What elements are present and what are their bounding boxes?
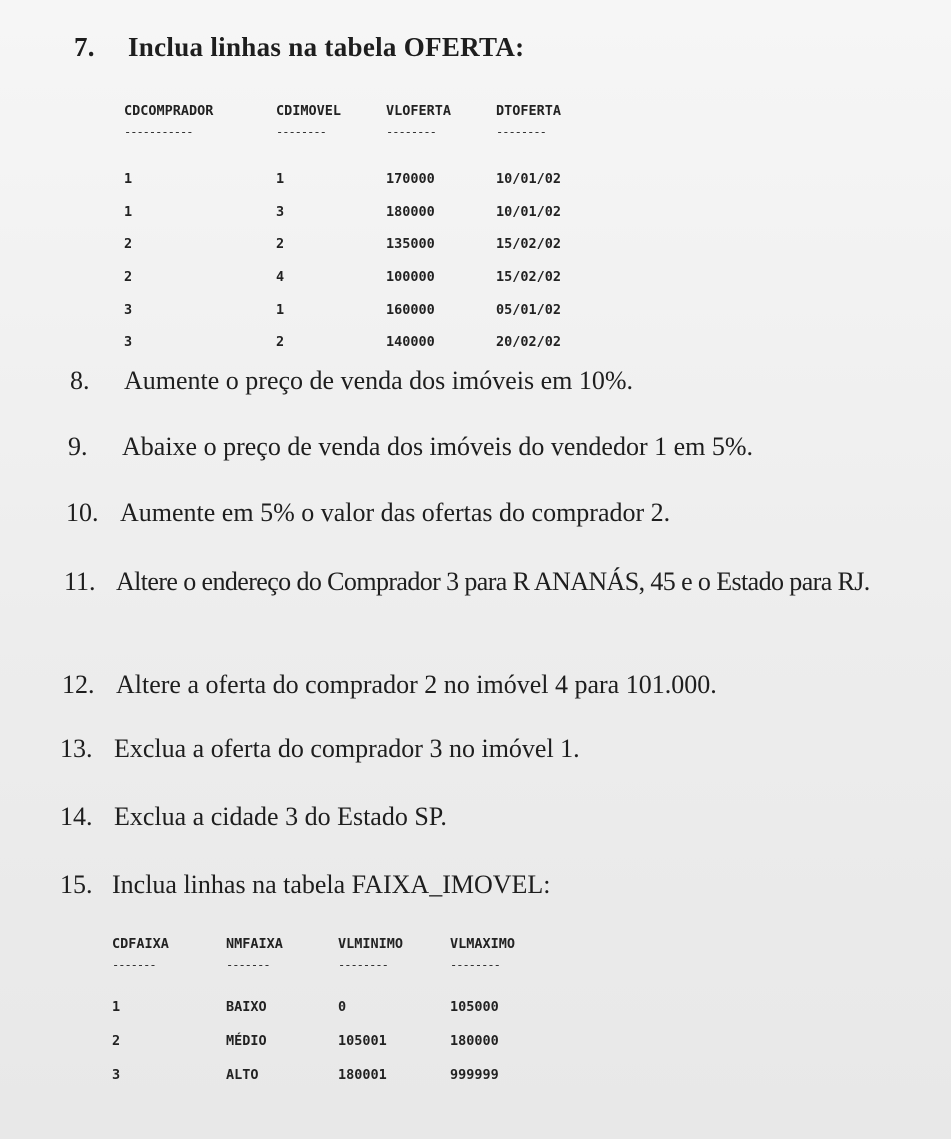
- table-cell: 135000: [386, 236, 435, 253]
- table-cell: 0: [338, 999, 347, 1015]
- column-header: VLMINIMO --------: [338, 936, 404, 972]
- exercise-text: Abaixe o preço de venda dos imóveis do vendedor 1 em 5%.: [122, 432, 754, 461]
- exercise-7: [74, 32, 524, 63]
- exercise-text: Aumente em 5% o valor das ofertas do comprador 2.: [120, 498, 671, 527]
- table-cell: 3: [276, 203, 285, 220]
- table-cell: 20/02/02: [496, 334, 562, 351]
- table-cell: 1: [112, 999, 121, 1015]
- exercise-15: [60, 870, 551, 900]
- exercise-number: 10.: [66, 498, 99, 527]
- exercise-number: 12.: [62, 670, 95, 699]
- table-cell: 1: [124, 203, 133, 220]
- faixa-imovel-table: [112, 936, 540, 1092]
- table-row: [124, 293, 586, 326]
- table-cell: 105001: [338, 1033, 387, 1049]
- exercise-9: [68, 432, 753, 462]
- table-cell: 3: [112, 1067, 121, 1083]
- table-header-row: [124, 103, 586, 143]
- exercise-number: 11.: [64, 567, 96, 596]
- table-row: [124, 143, 586, 196]
- exercise-11: [64, 560, 924, 604]
- exercise-12: [62, 670, 717, 700]
- exercise-text: Aumente o preço de venda dos imóveis em 10%.: [124, 366, 634, 395]
- table-cell: 100000: [386, 269, 435, 286]
- table-cell: 2: [276, 334, 285, 351]
- exercise-text: Altere a oferta do comprador 2 no imóvel 4 para 101.000.: [116, 670, 717, 699]
- exercise-number: 14.: [60, 802, 93, 831]
- table-row: [112, 976, 540, 1024]
- table-cell: 15/02/02: [496, 269, 562, 286]
- table-header-row: [112, 936, 540, 976]
- table-cell: 1: [276, 301, 285, 318]
- column-header: CDCOMPRADOR -----------: [124, 103, 214, 139]
- table-row: [124, 228, 586, 261]
- column-header: CDIMOVEL --------: [276, 103, 342, 139]
- table-row: [112, 1024, 540, 1058]
- table-row: [124, 196, 586, 229]
- exercise-14: [60, 802, 447, 832]
- table-cell: 15/02/02: [496, 236, 562, 253]
- table-cell: 999999: [450, 1067, 499, 1083]
- table-cell: 180001: [338, 1067, 387, 1083]
- table-cell: 1: [276, 171, 285, 188]
- table-cell: 180000: [450, 1033, 499, 1049]
- exercise-text: Altere o endereço do Comprador 3 para R ANANÁS, 45 e o Estado para RJ.: [116, 567, 870, 596]
- table-cell: 05/01/02: [496, 301, 562, 318]
- table-cell: 160000: [386, 301, 435, 318]
- exercise-number: 9.: [68, 432, 88, 461]
- column-header: VLMAXIMO --------: [450, 936, 516, 972]
- table-cell: ALTO: [226, 1067, 259, 1083]
- exercise-number: 8.: [70, 366, 90, 395]
- exercise-text: Exclua a oferta do comprador 3 no imóvel 1.: [114, 734, 580, 763]
- table-cell: 4: [276, 269, 285, 286]
- table-row: [112, 1058, 540, 1092]
- table-cell: 3: [124, 301, 133, 318]
- column-header: VLOFERTA --------: [386, 103, 452, 139]
- exercise-number: 15.: [60, 870, 93, 899]
- table-cell: MÉDIO: [226, 1033, 267, 1049]
- exercise-8: [70, 366, 633, 396]
- table-cell: 2: [124, 236, 133, 253]
- table-cell: 180000: [386, 203, 435, 220]
- column-header: NMFAIXA -------: [226, 936, 283, 972]
- exercise-text: Inclua linhas na tabela OFERTA:: [128, 32, 525, 62]
- column-header: CDFAIXA -------: [112, 936, 169, 972]
- table-cell: 2: [124, 269, 133, 286]
- table-cell: 140000: [386, 334, 435, 351]
- exercise-13: [60, 734, 580, 764]
- table-cell: 170000: [386, 171, 435, 188]
- table-cell: 1: [124, 171, 133, 188]
- table-row: [124, 261, 586, 294]
- table-cell: 10/01/02: [496, 171, 562, 188]
- exercise-number: 13.: [60, 734, 93, 763]
- exercise-number: 7.: [74, 32, 95, 62]
- table-cell: 10/01/02: [496, 203, 562, 220]
- table-cell: BAIXO: [226, 999, 267, 1015]
- oferta-table: [124, 103, 586, 359]
- table-cell: 3: [124, 334, 133, 351]
- exercise-text: Inclua linhas na tabela FAIXA_IMOVEL:: [112, 870, 551, 899]
- table-cell: 105000: [450, 999, 499, 1015]
- exercise-text: Exclua a cidade 3 do Estado SP.: [114, 802, 447, 831]
- table-row: [124, 326, 586, 359]
- column-header: DTOFERTA --------: [496, 103, 562, 139]
- table-cell: 2: [112, 1033, 121, 1049]
- table-cell: 2: [276, 236, 285, 253]
- exercise-10: [66, 498, 670, 528]
